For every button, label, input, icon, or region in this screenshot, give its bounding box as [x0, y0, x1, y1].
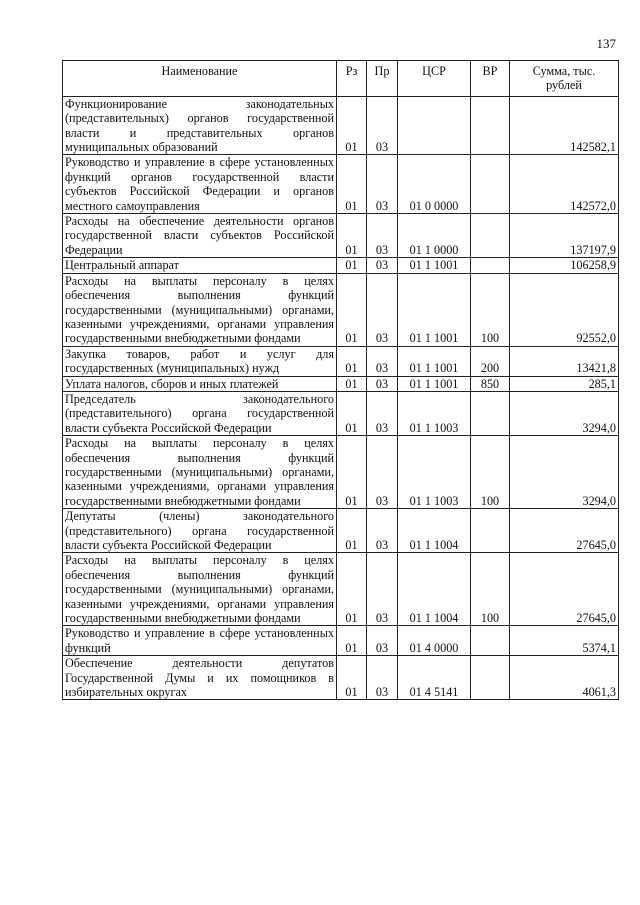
- cell-sum: 3294,0: [510, 391, 619, 435]
- cell-csr: 01 1 1001: [398, 273, 471, 346]
- cell-rz: 01: [337, 436, 367, 509]
- cell-pr: 03: [367, 626, 398, 656]
- table-row: [63, 626, 619, 656]
- cell-vr: 850: [471, 376, 510, 391]
- cell-pr: 03: [367, 376, 398, 391]
- cell-name: Функционирование законодательных (представительных) органов государственной власти и представительных органов муниципальных образований: [63, 96, 337, 155]
- cell-rz: 01: [337, 155, 367, 214]
- cell-name: Закупка товаров, работ и услуг для государственных (муниципальных) нужд: [63, 346, 337, 376]
- cell-csr: 01 4 5141: [398, 656, 471, 700]
- cell-vr: [471, 258, 510, 273]
- cell-sum: 27645,0: [510, 509, 619, 553]
- cell-name: Председатель законодательного (представительного) органа государственной власти субъекта Российской Федерации: [63, 391, 337, 435]
- cell-sum: 3294,0: [510, 436, 619, 509]
- cell-rz: 01: [337, 273, 367, 346]
- table-row: [63, 155, 619, 214]
- cell-name: Центральный аппарат: [63, 258, 337, 273]
- cell-sum: 142572,0: [510, 155, 619, 214]
- header-pr: Пр: [367, 61, 398, 97]
- cell-vr: [471, 391, 510, 435]
- cell-csr: 01 1 1003: [398, 436, 471, 509]
- cell-rz: 01: [337, 509, 367, 553]
- cell-vr: [471, 509, 510, 553]
- cell-rz: 01: [337, 346, 367, 376]
- cell-sum: 142582,1: [510, 96, 619, 155]
- cell-csr: 01 1 1003: [398, 391, 471, 435]
- cell-vr: 100: [471, 553, 510, 626]
- cell-name: Расходы на обеспечение деятельности органов государственной власти субъектов Российской Федерации: [63, 214, 337, 258]
- cell-pr: 03: [367, 391, 398, 435]
- cell-vr: [471, 656, 510, 700]
- page-number: 137: [596, 36, 616, 51]
- cell-pr: 03: [367, 155, 398, 214]
- header-sum: Сумма, тыс. рублей: [510, 61, 619, 97]
- cell-csr: [398, 96, 471, 155]
- cell-sum: 27645,0: [510, 553, 619, 626]
- header-rz: Рз: [337, 61, 367, 97]
- header-csr: ЦСР: [398, 61, 471, 97]
- header-name: Наименование: [63, 61, 337, 97]
- cell-csr: 01 1 0000: [398, 214, 471, 258]
- cell-pr: 03: [367, 509, 398, 553]
- cell-pr: 03: [367, 214, 398, 258]
- cell-pr: 03: [367, 258, 398, 273]
- cell-csr: 01 4 0000: [398, 626, 471, 656]
- cell-name: Руководство и управление в сфере установленных функций органов государственной власти субъектов Российской Федерации и органов местного самоуправления: [63, 155, 337, 214]
- cell-rz: 01: [337, 214, 367, 258]
- cell-rz: 01: [337, 656, 367, 700]
- cell-name: Расходы на выплаты персоналу в целях обеспечения выполнения функций государственными (муниципальными) органами, казенными учреждениями, органами управления государственными внебюджетными фондами: [63, 553, 337, 626]
- cell-pr: 03: [367, 273, 398, 346]
- cell-sum: 5374,1: [510, 626, 619, 656]
- table-row: [63, 509, 619, 553]
- table-row: [63, 391, 619, 435]
- table-row: [63, 346, 619, 376]
- cell-rz: 01: [337, 376, 367, 391]
- cell-vr: [471, 155, 510, 214]
- cell-name: Депутаты (члены) законодательного (представительного) органа государственной власти субъекта Российской Федерации: [63, 509, 337, 553]
- cell-name: Расходы на выплаты персоналу в целях обеспечения выполнения функций государственными (муниципальными) органами, казенными учреждениями, органами управления государственными внебюджетными фондами: [63, 273, 337, 346]
- cell-vr: [471, 214, 510, 258]
- cell-sum: 285,1: [510, 376, 619, 391]
- cell-vr: 100: [471, 436, 510, 509]
- cell-name: Расходы на выплаты персоналу в целях обеспечения выполнения функций государственными (муниципальными) органами, казенными учреждениями, органами управления государственными внебюджетными фондами: [63, 436, 337, 509]
- cell-vr: 200: [471, 346, 510, 376]
- cell-csr: 01 1 1001: [398, 258, 471, 273]
- budget-table: [62, 60, 619, 700]
- table-row: [63, 258, 619, 273]
- cell-csr: 01 1 1004: [398, 553, 471, 626]
- table-row: [63, 214, 619, 258]
- cell-pr: 03: [367, 436, 398, 509]
- cell-pr: 03: [367, 96, 398, 155]
- cell-rz: 01: [337, 553, 367, 626]
- cell-sum: 4061,3: [510, 656, 619, 700]
- cell-rz: 01: [337, 626, 367, 656]
- table-header-row: [63, 61, 619, 97]
- cell-name: Руководство и управление в сфере установленных функций: [63, 626, 337, 656]
- cell-pr: 03: [367, 553, 398, 626]
- table-row: [63, 436, 619, 509]
- table-row: [63, 96, 619, 155]
- cell-vr: [471, 626, 510, 656]
- cell-csr: 01 1 1001: [398, 346, 471, 376]
- cell-vr: [471, 96, 510, 155]
- cell-sum: 106258,9: [510, 258, 619, 273]
- cell-rz: 01: [337, 258, 367, 273]
- cell-name: Уплата налогов, сборов и иных платежей: [63, 376, 337, 391]
- cell-pr: 03: [367, 346, 398, 376]
- cell-rz: 01: [337, 96, 367, 155]
- cell-rz: 01: [337, 391, 367, 435]
- cell-csr: 01 1 1004: [398, 509, 471, 553]
- header-vr: ВР: [471, 61, 510, 97]
- cell-pr: 03: [367, 656, 398, 700]
- cell-sum: 137197,9: [510, 214, 619, 258]
- cell-vr: 100: [471, 273, 510, 346]
- cell-csr: 01 0 0000: [398, 155, 471, 214]
- table-row: [63, 376, 619, 391]
- cell-name: Обеспечение деятельности депутатов Государственной Думы и их помощников в избирательных округах: [63, 656, 337, 700]
- cell-csr: 01 1 1001: [398, 376, 471, 391]
- table-row: [63, 553, 619, 626]
- cell-sum: 13421,8: [510, 346, 619, 376]
- cell-sum: 92552,0: [510, 273, 619, 346]
- table-row: [63, 273, 619, 346]
- table-row: [63, 656, 619, 700]
